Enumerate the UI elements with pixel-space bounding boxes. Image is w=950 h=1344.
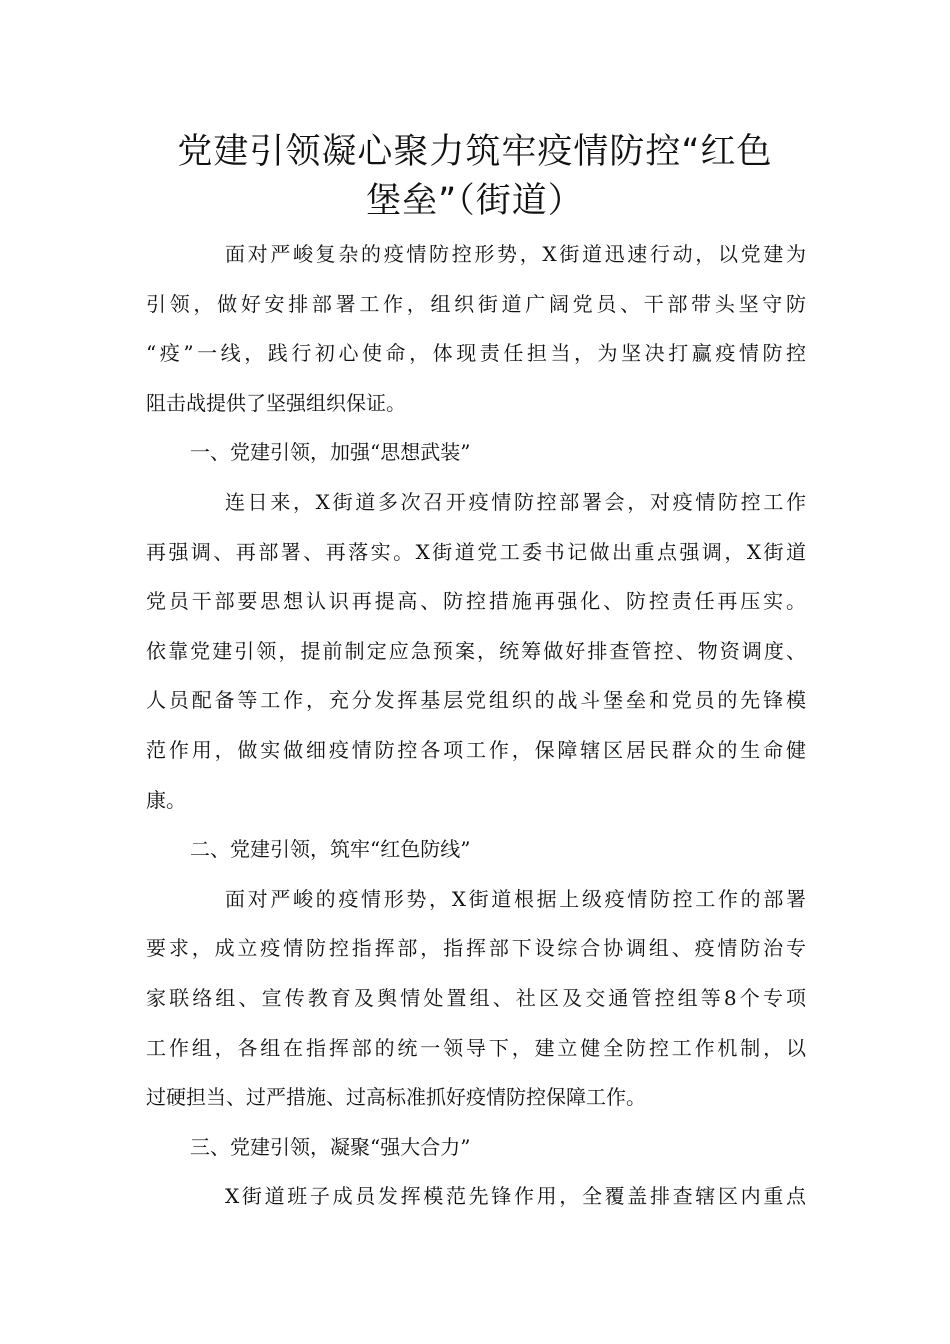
paragraph-line: 过硬担当、过严措施、过高标准抓好疫情防控保障工作。: [146, 1085, 646, 1110]
paragraph-line: 人员配备等工作，充分发挥基层党组织的战斗堡垒和党员的先锋模: [146, 688, 806, 713]
section-heading-text: 一、党建引领，加强“思想武装”: [190, 440, 471, 465]
paragraph-line: 范作用，做实做细疫情防控各项工作，保障辖区居民群众的生命健: [146, 737, 806, 762]
paragraph: [146, 230, 806, 428]
paragraph: [146, 875, 806, 1123]
paragraph: [146, 478, 806, 825]
paragraph-line: 引领，做好安排部署工作，组织街道广阔党员、干部带头坚守防: [146, 291, 806, 316]
paragraph-line: 连日来，X街道多次召开疫情防控部署会，对疫情防控工作: [225, 489, 806, 514]
document-body: [146, 230, 806, 1222]
paragraph-line: 依靠党建引领，提前制定应急预案，统筹做好排查管控、物资调度、: [146, 638, 806, 663]
title-line: 堡垒”（街道）: [366, 181, 584, 221]
document-title: [110, 128, 840, 226]
paragraph-line: 面对严峻的疫情形势，X街道根据上级疫情防控工作的部署: [225, 886, 806, 911]
paragraph-line: 康。: [146, 787, 186, 812]
section-heading-text: 三、党建引领，凝聚“强大合力”: [190, 1134, 471, 1159]
paragraph-line: 再强调、再部署、再落实。X街道党工委书记做出重点强调，X街道: [146, 539, 806, 564]
paragraph-line: 阻击战提供了坚强组织保证。: [146, 390, 406, 415]
title-line: 党建引领凝心聚力筑牢疫情防控“红色: [177, 132, 773, 172]
paragraph: [146, 1172, 806, 1222]
section-heading: [146, 825, 806, 875]
section-heading: [146, 428, 806, 478]
paragraph-line: 党员干部要思想认识再提高、防控措施再强化、防控责任再压实。: [146, 589, 806, 614]
paragraph-line: X街道班子成员发挥模范先锋作用，全覆盖排查辖区内重点: [225, 1184, 806, 1209]
section-heading-text: 二、党建引领，筑牢“红色防线”: [190, 837, 471, 862]
paragraph-line: 工作组，各组在指挥部的统一领导下，建立健全防控工作机制，以: [146, 1035, 806, 1060]
paragraph-line: 要求，成立疫情防控指挥部，指挥部下设综合协调组、疫情防治专: [146, 936, 806, 961]
paragraph-line: 面对严峻复杂的疫情防控形势，X街道迅速行动，以党建为: [225, 242, 806, 266]
section-heading: [146, 1123, 806, 1173]
paragraph-line: “疫”一线，践行初心使命，体现责任担当，为坚决打赢疫情防控: [146, 341, 806, 366]
paragraph-line: 家联络组、宣传教育及舆情处置组、社区及交通管控组等8个专项: [146, 985, 806, 1010]
